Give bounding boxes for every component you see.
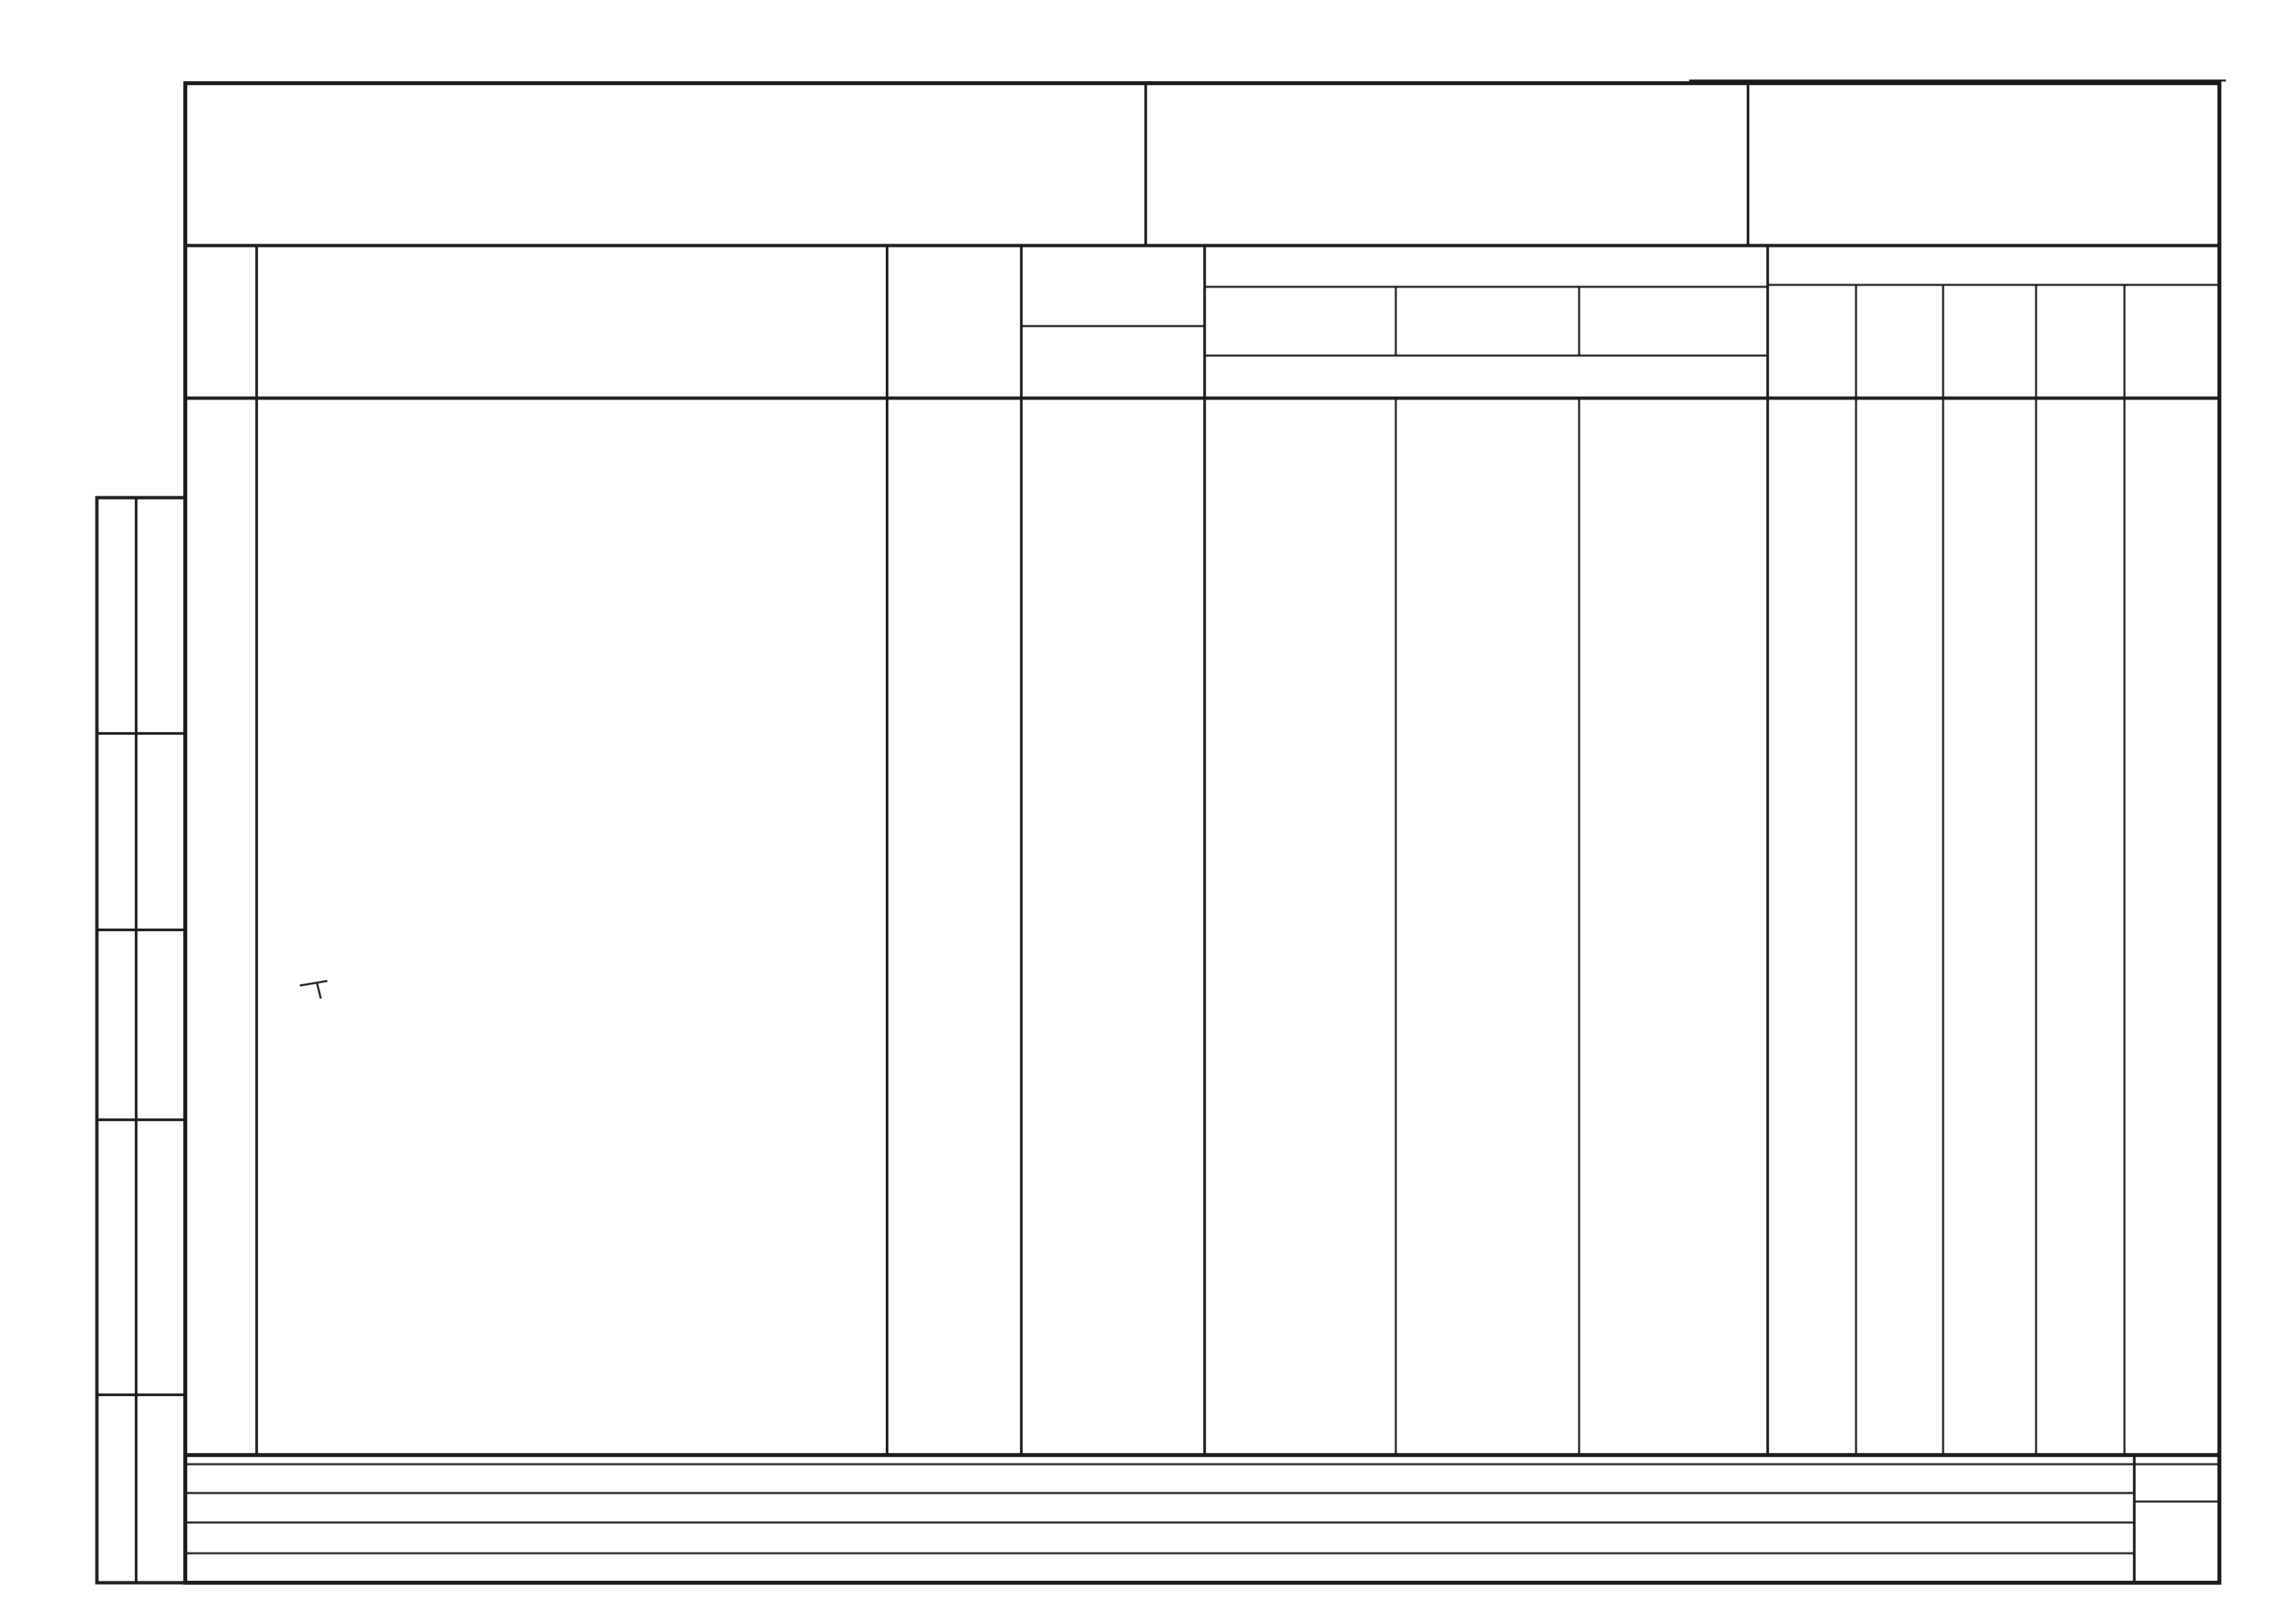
pencil-mark (300, 981, 327, 999)
left-margin-strip (97, 498, 185, 1583)
table-frame (185, 83, 2219, 1583)
